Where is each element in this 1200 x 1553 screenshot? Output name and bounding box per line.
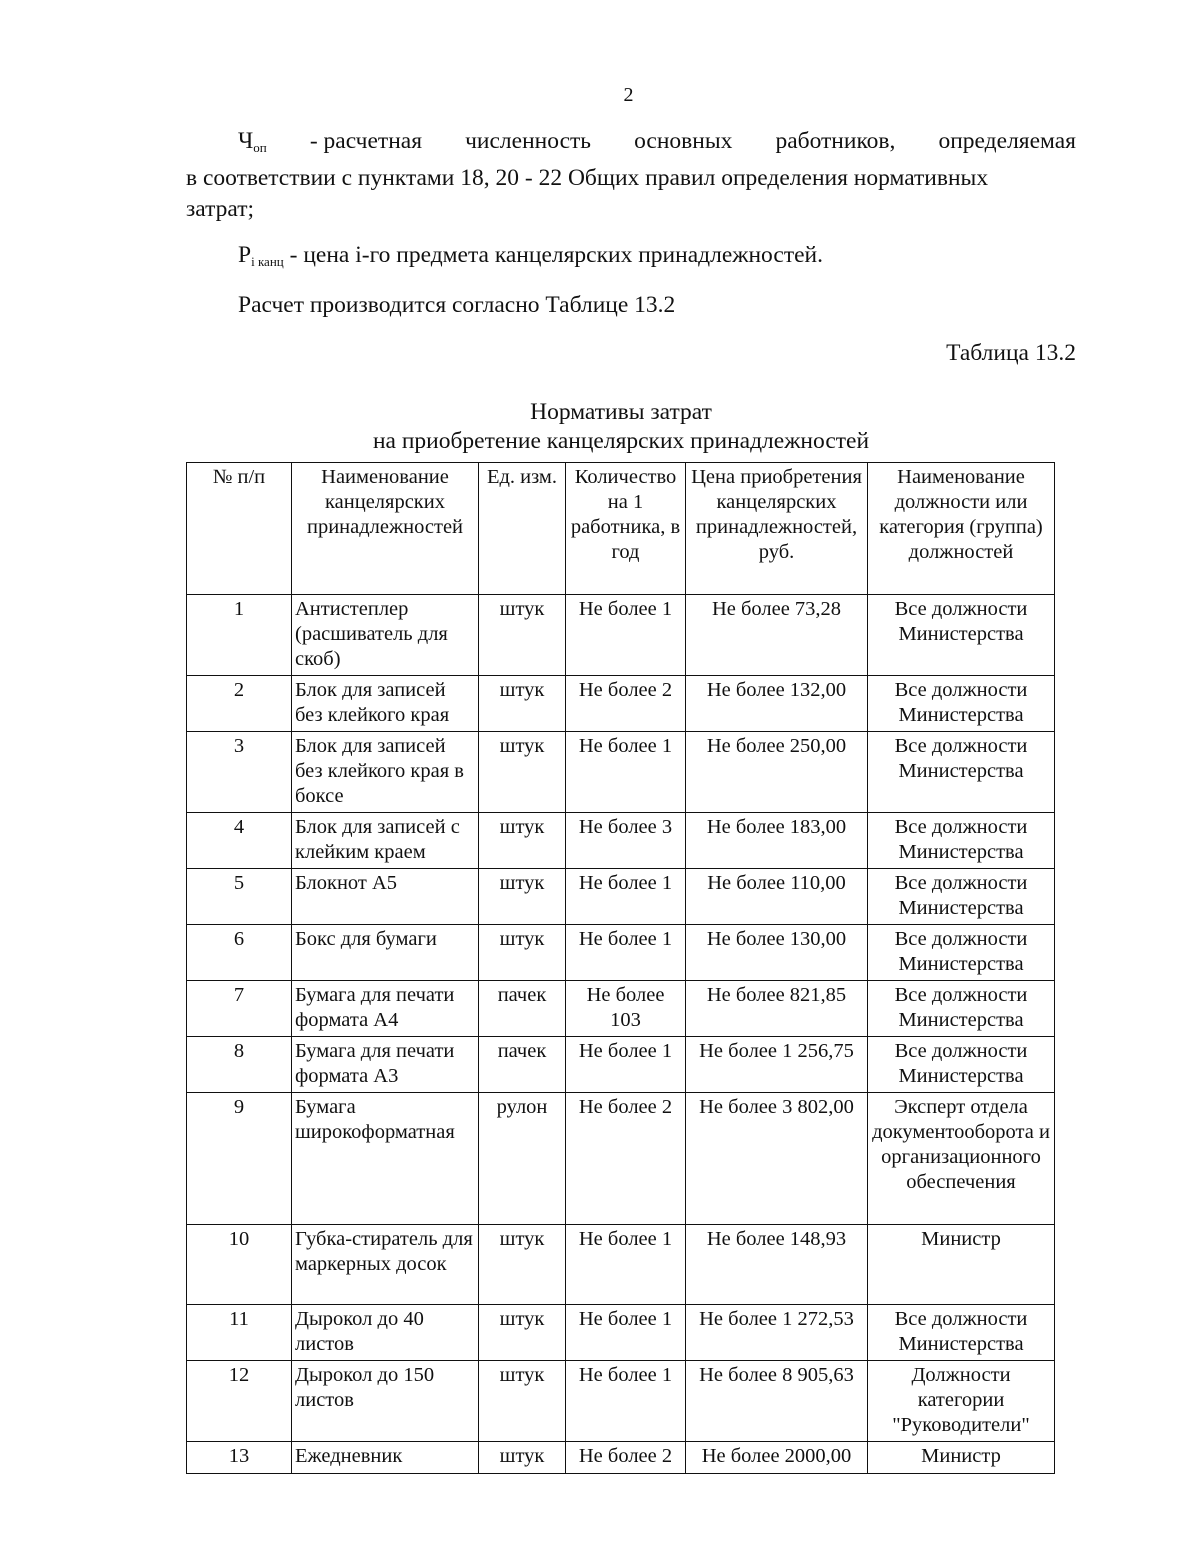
paragraph-price: $P_{i канц}$ - цена i-го предмета канцелярских принадлежностей. — [238, 242, 823, 269]
cell-item-name: Бумага для печати формата А3 — [292, 1037, 479, 1093]
cell-item-name: Губка-стиратель для маркерных досок — [292, 1225, 479, 1305]
cell-position: Все должности Министерства — [868, 925, 1055, 981]
table-row — [187, 869, 1055, 925]
cell-price: Не более 130,00 — [686, 925, 868, 981]
cell-number: 8 — [187, 1037, 292, 1093]
cell-quantity: Не более 1 — [566, 732, 686, 813]
cell-price: Не более 183,00 — [686, 813, 868, 869]
cell-item-name: Блок для записей с клейким краем — [292, 813, 479, 869]
table-header-row — [187, 463, 1055, 595]
cell-quantity: Не более 2 — [566, 676, 686, 732]
table-row — [187, 1093, 1055, 1225]
table-row — [187, 1305, 1055, 1361]
text-line: - цена i-го предмета канцелярских принадлежностей. — [283, 242, 823, 268]
cell-unit: штук — [479, 732, 566, 813]
cell-unit: штук — [479, 1225, 566, 1305]
cell-quantity: Не более 1 — [566, 1225, 686, 1305]
cell-quantity: Не более 3 — [566, 813, 686, 869]
cell-unit: рулон — [479, 1093, 566, 1225]
cell-position: Все должности Министерства — [868, 1037, 1055, 1093]
cell-unit: штук — [479, 925, 566, 981]
cell-item-name: Дырокол до 40 листов — [292, 1305, 479, 1361]
cell-number: 12 — [187, 1361, 292, 1442]
cell-unit: штук — [479, 813, 566, 869]
cell-quantity: Не более 1 — [566, 1361, 686, 1442]
cell-number: 6 — [187, 925, 292, 981]
cell-position: Все должности Министерства — [868, 1305, 1055, 1361]
word: работников, — [775, 128, 896, 154]
cell-item-name: Блокнот А5 — [292, 869, 479, 925]
cell-unit: пачек — [479, 981, 566, 1037]
cell-price: Не более 250,00 — [686, 732, 868, 813]
cell-position: Все должности Министерства — [868, 813, 1055, 869]
cell-item-name: Ежедневник — [292, 1442, 479, 1474]
cell-price: Не более 148,93 — [686, 1225, 868, 1305]
cell-unit: штук — [479, 1305, 566, 1361]
cell-number: 4 — [187, 813, 292, 869]
table-row — [187, 1037, 1055, 1093]
cell-unit: штук — [479, 1361, 566, 1442]
header-cell: Наименование должности или категория (группа) должностей — [868, 463, 1055, 595]
word: численность — [465, 128, 591, 154]
cell-item-name: Блок для записей без клейкого края в боксе — [292, 732, 479, 813]
cell-number: 9 — [187, 1093, 292, 1225]
word: основных — [634, 128, 733, 154]
cell-quantity: Не более 2 — [566, 1442, 686, 1474]
text-line: в соответствии с пунктами 18, 20 - 22 Общих правил определения нормативных — [186, 165, 989, 191]
cell-price: Не более 110,00 — [686, 869, 868, 925]
cell-number: 10 — [187, 1225, 292, 1305]
cell-unit: штук — [479, 595, 566, 676]
word: определяемая — [938, 128, 1076, 154]
cell-quantity: Не более 2 — [566, 1093, 686, 1225]
cell-price: Не более 73,28 — [686, 595, 868, 676]
table-row — [187, 813, 1055, 869]
header-cell: Наименование канцелярских принадлежностей — [292, 463, 479, 595]
cell-position: Министр — [868, 1225, 1055, 1305]
cell-position: Эксперт отдела документооборота и организационного обеспечения — [868, 1093, 1055, 1225]
cell-item-name: Дырокол до 150 листов — [292, 1361, 479, 1442]
cell-item-name: Бумага широкоформатная — [292, 1093, 479, 1225]
norms-table — [186, 462, 1055, 1474]
page-number: 2 — [623, 84, 634, 106]
table-row — [187, 981, 1055, 1037]
cell-position: Все должности Министерства — [868, 676, 1055, 732]
table-label: Таблица 13.2 — [946, 340, 1076, 366]
cell-item-name: Блок для записей без клейкого края — [292, 676, 479, 732]
cell-unit: штук — [479, 676, 566, 732]
table-row — [187, 925, 1055, 981]
table-row — [187, 732, 1055, 813]
caption-line: Нормативы затрат — [530, 399, 712, 425]
cell-number: 13 — [187, 1442, 292, 1474]
cell-number: 3 — [187, 732, 292, 813]
cell-position: Все должности Министерства — [868, 595, 1055, 676]
cell-position: Все должности Министерства — [868, 869, 1055, 925]
table-row — [187, 1442, 1055, 1474]
text-line: затрат; — [186, 196, 255, 222]
header-cell: Ед. изм. — [479, 463, 566, 595]
cell-quantity: Не более 1 — [566, 925, 686, 981]
cell-quantity: Не более 103 — [566, 981, 686, 1037]
paragraph-calculation: Расчет производится согласно Таблице 13.2 — [238, 292, 676, 318]
symbol-chop: $Ч_{оп}$ — [238, 128, 267, 155]
cell-price: Не более 1 272,53 — [686, 1305, 868, 1361]
cell-price: Не более 821,85 — [686, 981, 868, 1037]
cell-price: Не более 132,00 — [686, 676, 868, 732]
cell-price: Не более 1 256,75 — [686, 1037, 868, 1093]
header-cell: Количество на 1 работника, в год — [566, 463, 686, 595]
cell-item-name: Бокс для бумаги — [292, 925, 479, 981]
cell-number: 1 — [187, 595, 292, 676]
cell-price: Не более 8 905,63 — [686, 1361, 868, 1442]
cell-position: Должности категории "Руководители" — [868, 1361, 1055, 1442]
cell-unit: пачек — [479, 1037, 566, 1093]
table-row — [187, 595, 1055, 676]
cell-quantity: Не более 1 — [566, 869, 686, 925]
cell-item-name: Антистеплер (расшиватель для скоб) — [292, 595, 479, 676]
table-row — [187, 1361, 1055, 1442]
cell-position: Все должности Министерства — [868, 732, 1055, 813]
cell-position: Министр — [868, 1442, 1055, 1474]
header-cell: № п/п — [187, 463, 292, 595]
paragraph-chop — [186, 126, 1076, 225]
table-caption — [186, 398, 1056, 456]
cell-price: Не более 3 802,00 — [686, 1093, 868, 1225]
cell-quantity: Не более 1 — [566, 1037, 686, 1093]
cell-quantity: Не более 1 — [566, 595, 686, 676]
symbol-price: P — [238, 242, 252, 268]
caption-line: на приобретение канцелярских принадлежностей — [372, 428, 870, 454]
cell-quantity: Не более 1 — [566, 1305, 686, 1361]
cell-position: Все должности Министерства — [868, 981, 1055, 1037]
cell-unit: штук — [479, 1442, 566, 1474]
cell-number: 5 — [187, 869, 292, 925]
word: - расчетная — [309, 128, 423, 154]
cell-price: Не более 2000,00 — [686, 1442, 868, 1474]
table-row — [187, 676, 1055, 732]
header-cell: Цена приобретения канцелярских принадлежностей, руб. — [686, 463, 868, 595]
cell-number: 11 — [187, 1305, 292, 1361]
cell-item-name: Бумага для печати формата А4 — [292, 981, 479, 1037]
table-row — [187, 1225, 1055, 1305]
cell-number: 7 — [187, 981, 292, 1037]
cell-unit: штук — [479, 869, 566, 925]
cell-number: 2 — [187, 676, 292, 732]
